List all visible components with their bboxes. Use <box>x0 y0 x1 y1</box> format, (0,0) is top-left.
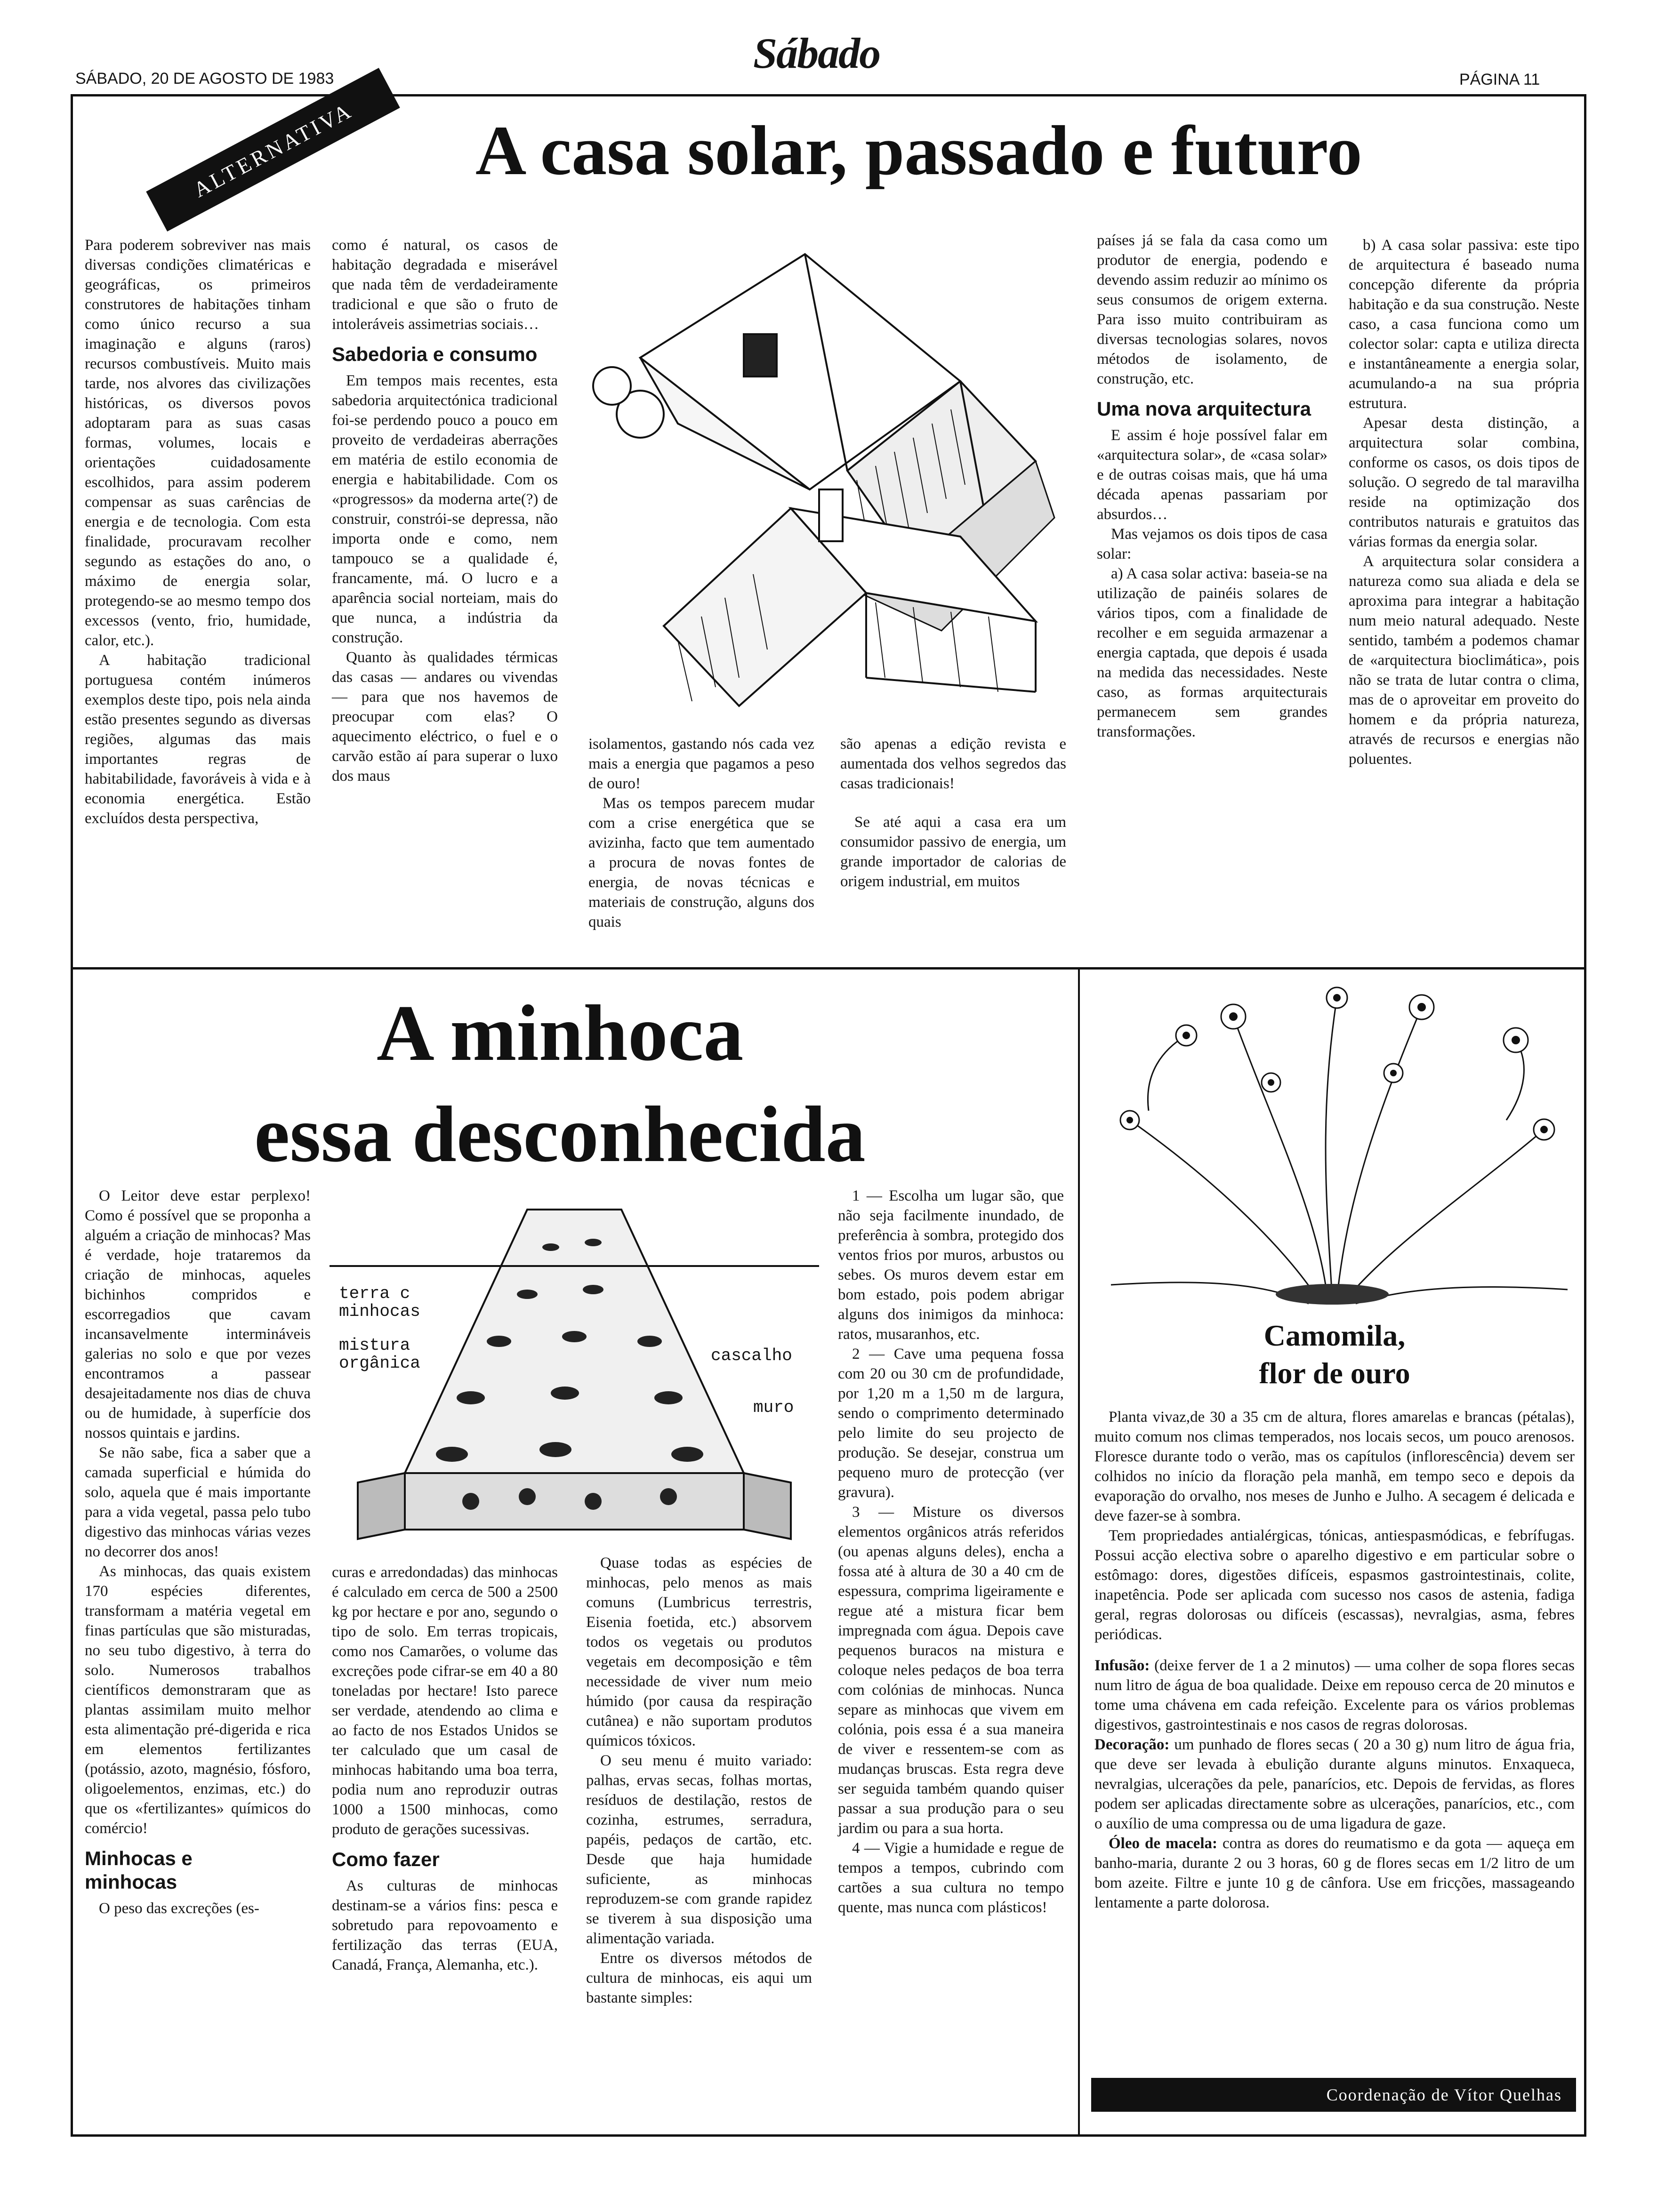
article2-col4: 1 — Escolha um lugar são, que não seja facilmente inundado, de preferência à sombra, protegido dos ventos frios por muros, arbustos ou sebes. Os muros devem estar em bom estado, pois podem abrigar alguns dos inimigos da minhoca: ratos, musaranhos, etc. 2 — Cave uma pequena fossa com 20 ou 30 cm de profundidade, por 1,20 m a 1,50 m de largura, sendo o comprimento determinado pelo limite do seu projecto de produção. Se desejar, construa um pequeno muro de protecção (ver gravura). 3 — Misture os diversos elementos orgânicos atrás referidos (ou apenas alguns deles), encha a fossa até à altura de 30 a 40 cm de espessura, comprima ligeiramente e regue até a mistura ficar bem impregnada com água. Depois cave pequenos buracos na mistura e coloque neles pedaços de boa terra com colónias de minhocas. Nunca separe as minhocas que vivem em colónia, pois essa é a sua maneira de viver e ressentem-se com as mudanças bruscas. Esta regra deve ser seguida também quando quiser passar a sua produção para o seu jardim ou para a sua horta. 4 — Vigie a humidade e regue de tempos a tempos, cubrindo com cartões a sua cultura no tempo quente, mas nunca com plásticos! <box>838 1187 1064 1916</box>
article3-title-line2: flor de ouro <box>1259 1356 1410 1390</box>
masthead-logo: Sábado <box>753 29 880 77</box>
article1-col4: são apenas a edição revista e aumentada dos velhos segredos das casas tradicionais! Se até aqui a casa era um consumidor passivo de energia, um grande importador de calorias de origem industrial, em muitos <box>840 736 1066 890</box>
section-divider <box>71 967 1586 970</box>
heading-como-fazer: Como fazer <box>332 1848 440 1870</box>
diagram-label-muro: muro <box>753 1398 794 1417</box>
masthead-page: PÁGINA 11 <box>1459 71 1540 88</box>
solar-house-illustration <box>584 226 1078 720</box>
masthead-date: SÁBADO, 20 DE AGOSTO DE 1983 <box>75 70 334 88</box>
article1-title: A casa solar, passado e futuro <box>475 112 1362 190</box>
diagram-label-terra: terra c minhocas <box>339 1284 420 1321</box>
article1-col1: Para poderem sobreviver nas mais diversas condições climatéricas e geográficas, os primeiros construtores de habitações tinham como único recurso a sua imaginação e alguns (raros) recursos combustíveis. Muito mais tarde, nos alvores das civilizações históricas, os diversos povos adoptaram para as suas casas formas, volumes, locais e orientações cuidadosamente escolhidos, para assim poderem compensar as suas carências de energia e de tecnologia. Com esta finalidade, procuravam recolher segundo as estações do ano, o máximo de energia solar, protegendo-se ao mesmo tempo dos excessos (vento, frio, humidade, calor, etc.). A habitação tradicional portuguesa contém inúmeros exemplos deste tipo, pois nela ainda estão presentes segundo as diversas regiões, algumas das mais importantes regras de habitabilidade, favoráveis à vida e à economia energética. Estão excluídos desta perspectiva, <box>85 237 311 827</box>
heading-sabedoria: Sabedoria e consumo <box>332 343 538 365</box>
article1-col2: como é natural, os casos de habitação degradada e miserável que nada têm de verdadeiramente tradicional e que são o fruto de intoleráveis assimetrias sociais… Sabedoria e consumo Em tempos mais recentes, esta sabedoria arquitectónica tradicional foi-se perdendo pouco a pouco em proveito de verdadeiras aberrações em matéria de estilo economia de energia e habitabilidade. Com os «progressos» da moderna arte(?) de construir, constrói-se depressa, não importa onde e como, nem tampouco se a qualidade é, francamente, má. O lucro e a aparência social norteiam, mais do que nunca, a indústria da construção. Quanto às qualidades térmicas das casas — andares ou vivendas — para que nos havemos de preocupar com elas? O aquecimento eléctrico, o fuel e o carvão estão aí para superar o luxo dos maus <box>332 237 558 785</box>
article2-col1: O Leitor deve estar perplexo! Como é possível que se proponha a alguém a criação de minhocas? Mas é verdade, hoje trataremos da criação de minhocas, aqueles bichinhos compridos e escorregadios que cavam incansavelmente intermináveis galerias no solo e que por vezes encontramos a passear desajeitadamente nos dias de chuva ou de humidade, à superfície dos nossos quintais e jardins. Se não sabe, fica a saber que a camada superficial e húmida do solo, aquela que é mais importante para a vida vegetal, passa pelo tubo digestivo das minhocas várias vezes no decorrer dos anos! As minhocas, das quais existem 170 espécies diferentes, transformam a matéria vegetal em finas partículas que são misturadas, no seu tubo digestivo, à terra do solo. Numerosos trabalhos científicos demonstraram que as plantas assimilam muito melhor esta alimentação pré-digerida e rica em elementos fertilizantes (potássio, azoto, magnésio, fósforo, oligoelementos, enzimas, etc.) do que os «fertilizantes» químicos do comércio! Minhocas e minhocas O peso das excreções (es- <box>85 1187 311 1917</box>
article3-body: Planta vivaz,de 30 a 35 cm de altura, flores amarelas e brancas (pétalas), muito comum nos climas temperados, nos locais secos, um pouco arenosos. Floresce durante todo o verão, mas os capítulos (inflorescência) devem ser colhidos no início da floração pela manhã, em tempo seco e depois da evaporação do orvalho, nos meses de Junho e Julho. A secagem é delicada e deve fazer-se à sombra. Tem propriedades antialérgicas, tónicas, antiespasmódicas, e febrífugas. Possui acção electiva sobre o aparelho digestivo e em particular sobre o estômago: dores, digestões difíceis, espasmos gastrointestinais, colite, inapetência. Pode ser aplicada com sucesso nos casos de astenia, fadiga geral, regras dolorosas ou difíceis (escassas), nevralgias, asma, febres periódicas. Infusão: (deixe ferver de 1 a 2 minutos) — uma colher de sopa flores secas num litro de água de boa qualidade. Deixe em repouso cerca de 20 minutos e tome uma chávena em cada refeição. Excelente para os vários problemas digestivos, gastrointestinais e nos casos de regras dolorosas. Decoração: um punhado de flores secas ( 20 a 30 g) num litro de água fria, que deve ser levada à ebulição durante alguns minutos. Enxaqueca, nevralgias, ulcerações da pele, panarícios, etc. Depois de fervidas, as flores podem ser aplicadas directamente sobre as ulcerações, panarícios, etc., com o auxílio de uma compressa ou de uma ligadura de gaze. Óleo de macela: contra as dores do reumatismo e da gota — aqueça em banho-maria, durante 2 ou 3 horas, 60 g de flores secas em 1/2 litro de um bom azeite. Filtre e junte 10 g de cânfora. Use em fricções, massageando lentamente a parte dolorosa. <box>1094 1409 1575 1911</box>
credit-bar <box>1091 2078 1576 2112</box>
article2-col2: curas e arredondadas) das minhocas é calculado em cerca de 500 a 2500 kg por hectare e por ano, segundo o tipo de solo. Em terras tropicais, como nos Camarões, o volume das excreções pode cifrar-se em 40 a 80 toneladas por hectare! Isto parece ser verdade, atendendo ao clima e ao facto de nos Estados Unidos se ter calculado que um casal de minhocas habitando uma boa terra, podia num ano reproduzir outras 1000 a 1500 minhocas, como produto de gerações sucessivas. Como fazer As culturas de minhocas destinam-se a vários fins: pesca e sobretudo para repovoamento e fertilização das terras (EUA, Canadá, França, Alemanha, etc.). <box>332 1564 558 1973</box>
article1-col5: países já se fala da casa como um produtor de energia, podendo e devendo assim reduzir ao mínimo os seus consumos de origem externa. Para isso muito contribuiram as diversas tecnologias solares, novos métodos de isolamento, de construção, etc. Uma nova arquitectura E assim é hoje possível falar em «arquitectura solar», de «casa solar» e de outras coisas mais, que há uma década apenas passariam por absurdos… Mas vejamos os dois tipos de casa solar: a) A casa solar activa: baseia-se na utilização de painéis solares de vários tipos, com a finalidade de recolher e em seguida armazenar a energia captada, que depois é usada na medida das necessidades. Neste caso, as formas arquitecturais permanecem sem grandes transformações. <box>1097 232 1327 740</box>
heading-nova-arquitectura: Uma nova arquitectura <box>1097 398 1311 420</box>
heading-minhocas: Minhocas e minhocas <box>85 1847 193 1893</box>
article2-col3: Quase todas as espécies de minhocas, pelo menos as mais comuns (Lumbricus terrestris, Eisenia foetida, etc.) absorvem todos os vegetais ou produtos vegetais em decomposição e têm necessidade de viver num meio húmido (por causa da respiração cutânea) e não suportam produtos químicos tóxicos. O seu menu é muito variado: palhas, ervas secas, folhas mortas, resíduos de destilação, restos de cozinha, estrumes, serradura, papéis, pedaços de cartão, etc. Desde que haja humidade suficiente, as minhocas reproduzem-se com grande rapidez se tiverem à sua disposição uma alimentação variada. Entre os diversos métodos de cultura de minhocas, eis aqui um bastante simples: <box>586 1555 812 2006</box>
worm-bed-diagram <box>330 1191 819 1544</box>
kicker-text: ALTERNATIVA <box>189 97 357 202</box>
article2-title-line1: A minhoca <box>377 989 744 1077</box>
article1-col6: b) A casa solar passiva: este tipo de arquitectura é baseado numa concepção diferente da própria habitação e da sua construção. Neste caso, a casa funciona como um colector solar: capta e utiliza directa e instantâneamente a energia solar, acumulando-a na sua própria estrutura. Apesar desta distinção, a arquitectura solar combina, conforme os casos, os dois tipos de solução. O segredo de tal maravilha reside na optimização dos contributos naturais e gratuitos das várias formas da energia solar. A arquitectura solar considera a natureza como sua aliada e dela se aproxima para integrar a habitação num meio natural adequado. Neste sentido, também a podemos chamar de «arquitectura bioclimática», pois não se trata de lutar contra o clima, mas de o aproveitar em proveito do homem e da própria natureza, através de recursos e energias não poluentes. <box>1349 237 1579 768</box>
camomila-divider <box>1078 970 1080 2137</box>
article3-title-line1: Camomila, <box>1263 1319 1406 1352</box>
article1-col3: isolamentos, gastando nós cada vez mais a energia que pagamos a peso de ouro! Mas os tempos parecem mudar com a crise energética que se avizinha, facto que tem aumentado a procura de novas fontes de energia, de novas técnicas e materiais de construção, alguns dos quais <box>588 736 814 930</box>
article2-title-line2: essa desconhecida <box>254 1090 866 1178</box>
diagram-label-mistura: mistura orgânica <box>339 1336 420 1373</box>
diagram-label-cascalho: cascalho <box>711 1346 792 1365</box>
camomila-illustration <box>1092 979 1577 1308</box>
credit-text: Coordenação de Vítor Quelhas <box>1326 2085 1562 2104</box>
